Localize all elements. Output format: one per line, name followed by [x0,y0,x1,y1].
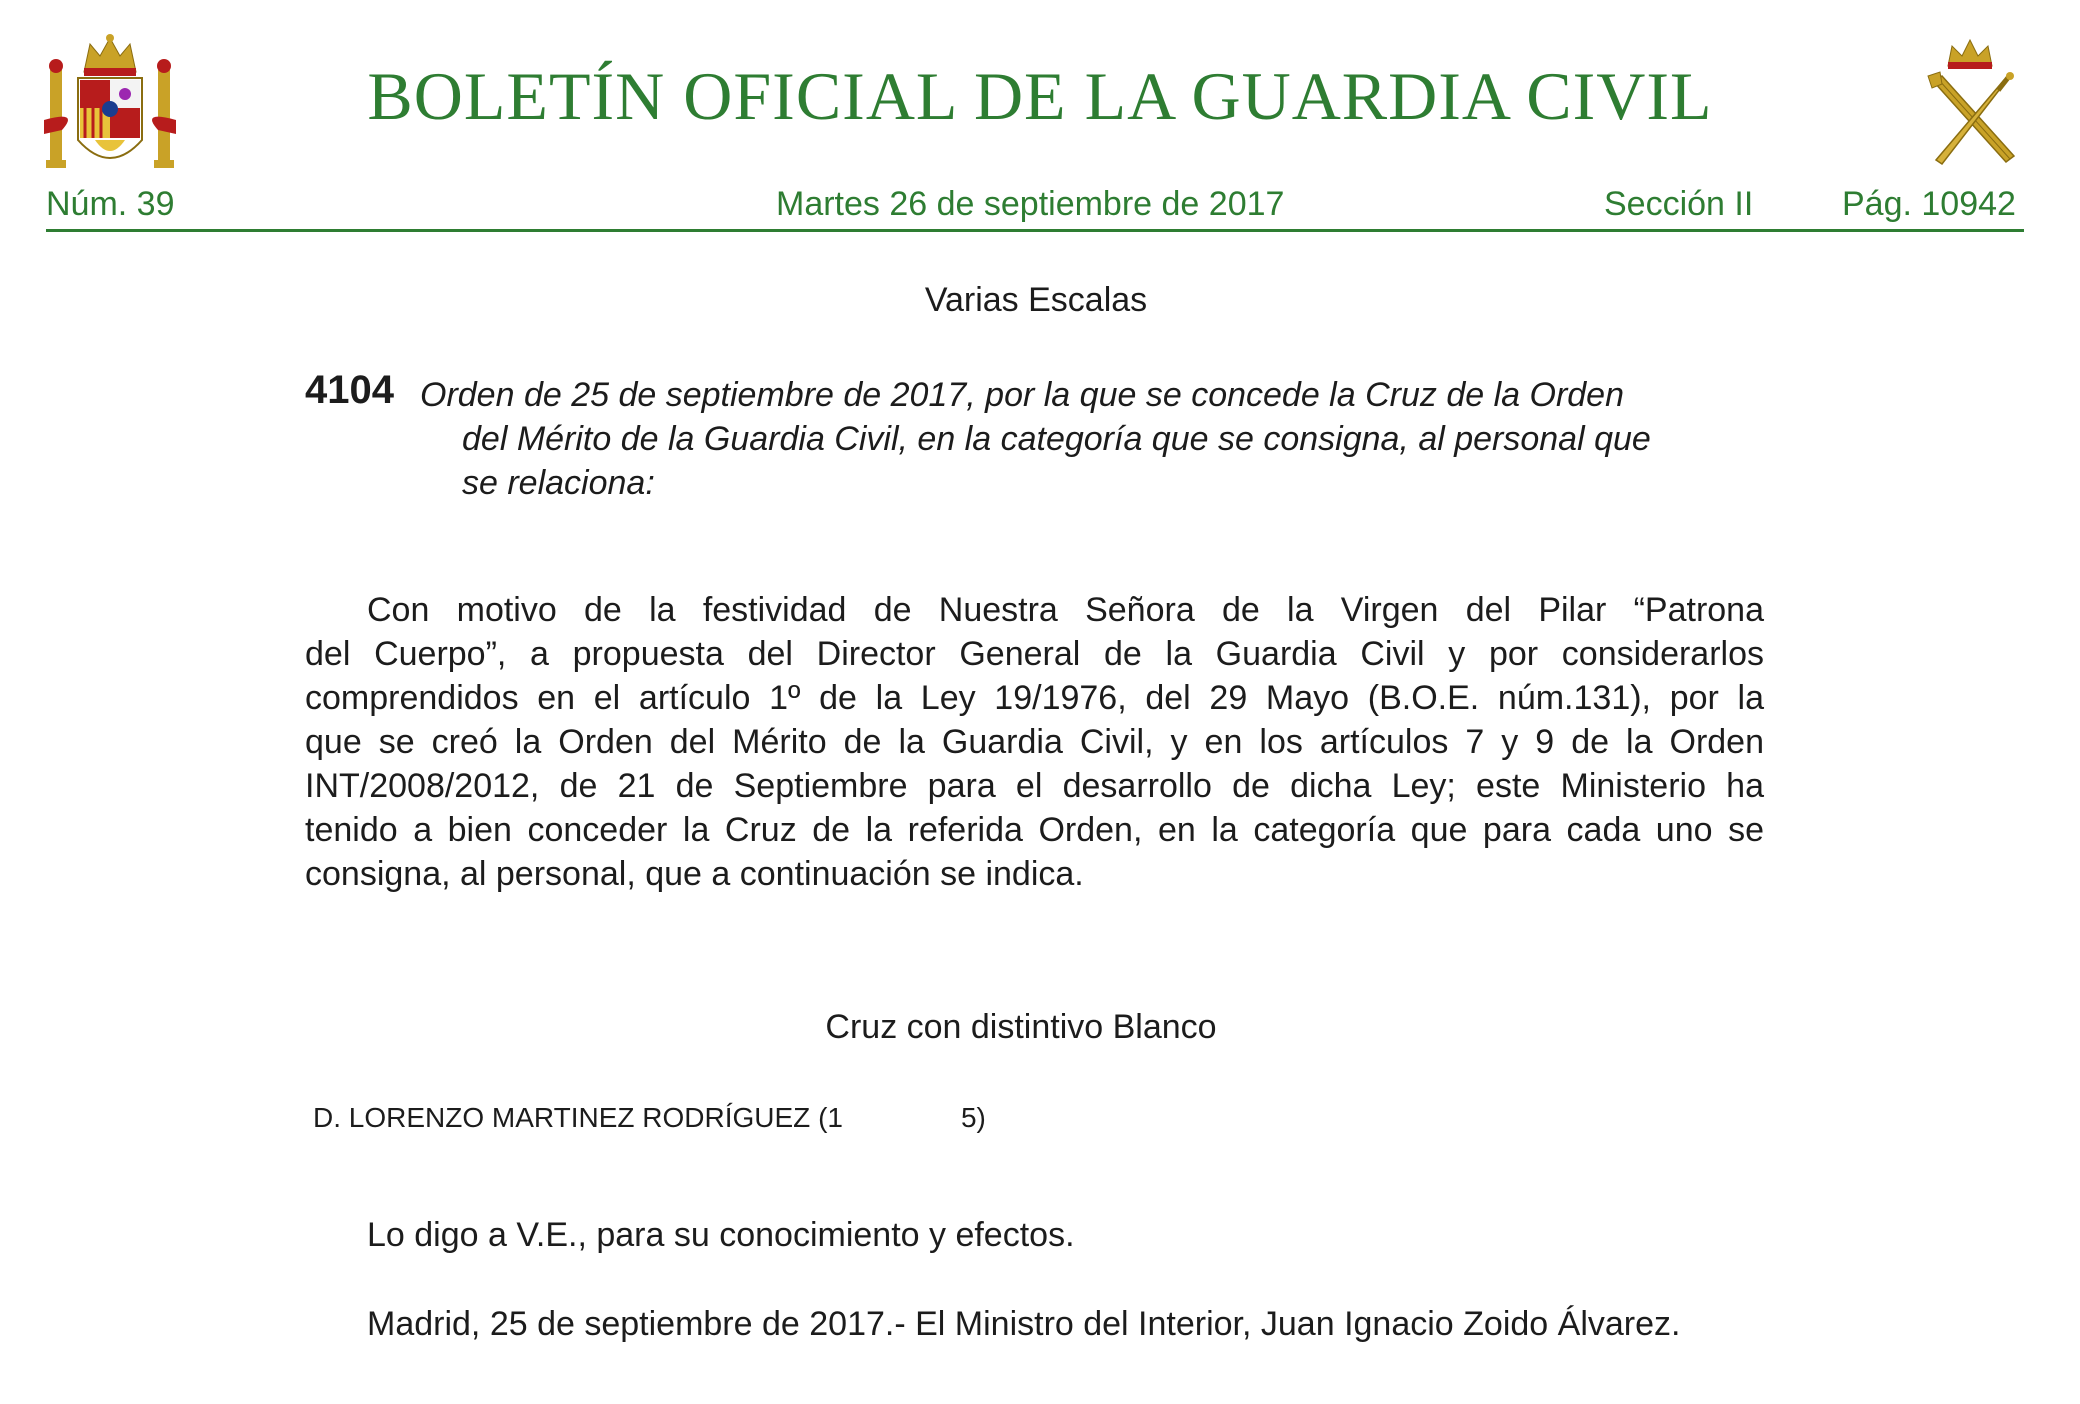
body-line: Con motivo de la festividad de Nuestra Señora de la Virgen del Pilar “Patrona [367,591,1764,629]
recipient-id-start: 1 [827,1102,843,1133]
body-line: INT/2008/2012, de 21 de Septiembre para el desarrollo de dicha Ley; este Ministerio ha [305,767,1764,805]
bulletin-date: Martes 26 de septiembre de 2017 [776,185,1285,223]
body-paragraph [305,588,1764,896]
redacted-id [843,1105,961,1135]
body-line: comprendidos en el artículo 1º de la Ley 19/1976, del 29 Mayo (B.O.E. núm.131), por la [305,679,1764,717]
order-title [420,373,1760,505]
order-number: 4104 [305,368,394,412]
header-divider [46,229,2024,232]
body-line: tenido a bien conceder la Cruz de la referida Orden, en la categoría que para cada uno se [305,811,1764,849]
guardia-civil-emblem-icon [1920,36,2020,172]
bulletin-section: Sección II [1604,185,1754,223]
body-line: que se creó la Orden del Mérito de la Guardia Civil, y en los artículos 7 y 9 de la Orden [305,723,1764,761]
recipient-name: D. LORENZO MARTINEZ RODRÍGUEZ ( [313,1102,828,1133]
bulletin-number: Núm. 39 [46,185,175,223]
recipient-entry [313,1104,986,1135]
bulletin-page: Pág. 10942 [1842,185,2016,223]
recipient-id-end: 5 [960,1102,977,1133]
signature-line: Madrid, 25 de septiembre de 2017.- El Ministro del Interior, Juan Ignacio Zoido Álvarez. [367,1305,1681,1343]
order-title-line: se relaciona: [462,464,655,502]
award-category: Cruz con distintivo Blanco [825,1008,1217,1046]
bulletin-masthead: BOLETÍN OFICIAL DE LA GUARDIA CIVIL [367,58,1713,134]
order-title-line: Orden de 25 de septiembre de 2017, por la que se concede la Cruz de la Orden [420,376,1624,414]
recipient-close: ) [976,1102,986,1133]
body-line: del Cuerpo”, a propuesta del Director General de la Guardia Civil y por considerarlos [305,635,1764,673]
order-title-line: del Mérito de la Guardia Civil, en la categoría que se consigna, al personal que [462,420,1651,458]
body-line: consigna, al personal, que a continuación se indica. [305,855,1084,893]
section-title: Varias Escalas [924,281,1148,319]
closing-text: Lo digo a V.E., para su conocimiento y efectos. [367,1216,1075,1254]
